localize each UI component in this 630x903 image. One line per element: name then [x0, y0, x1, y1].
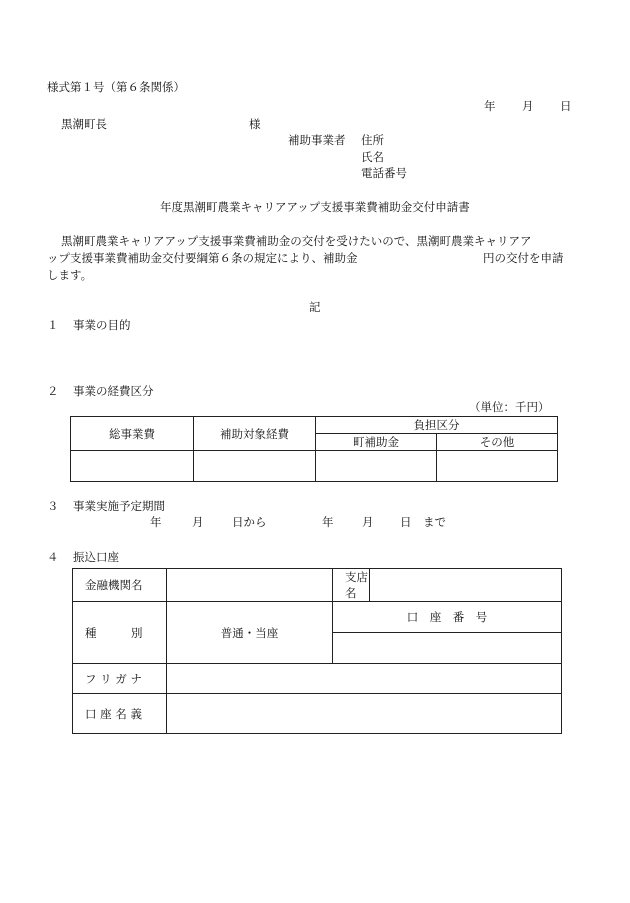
applicant-address-label: 住所 [361, 133, 384, 147]
col-subsidy-target-header: 補助対象経費 [194, 417, 316, 451]
body-line-1: 黒潮町農業キャリアアップ支援事業費補助金の交付を受けたいので、黒潮町農業キャリアア [61, 234, 532, 248]
date-year-label: 年 [484, 99, 496, 113]
branch-name-cell[interactable] [370, 569, 562, 602]
start-month-label: 月 [192, 515, 204, 529]
section2-number: ２ [47, 384, 59, 398]
applicant-role: 補助事業者 [288, 133, 346, 147]
col-other-header: その他 [437, 434, 558, 451]
town-subsidy-cell[interactable] [316, 451, 437, 482]
account-type-value[interactable]: 普通・当座 [167, 602, 333, 664]
account-holder-label: 口 座 名 義 [73, 694, 167, 734]
section4-title: 振込口座 [73, 550, 119, 564]
section1-number: １ [47, 318, 59, 332]
date-day-label: 日 [560, 99, 572, 113]
bank-name-cell[interactable] [167, 569, 333, 602]
expense-table [70, 416, 558, 482]
col-total-header: 総事業費 [71, 417, 194, 451]
subsidy-target-cell[interactable] [194, 451, 316, 482]
bank-account-table [72, 568, 562, 734]
addressee-honorific: 様 [249, 117, 261, 131]
start-day-label: 日から [232, 515, 267, 529]
ki-label: 記 [309, 300, 321, 314]
start-year-label: 年 [150, 515, 162, 529]
end-month-label: 月 [362, 515, 374, 529]
account-type-label: 種 別 [73, 602, 167, 664]
end-day-label: 日 まで [400, 515, 446, 529]
account-holder-cell[interactable] [167, 694, 562, 734]
date-month-label: 月 [522, 99, 534, 113]
document-title: 年度黒潮町農業キャリアアップ支援事業費補助金交付申請書 [160, 200, 470, 214]
applicant-phone-label: 電話番号 [361, 166, 407, 180]
body-line-3: します。 [47, 268, 93, 282]
section2-title: 事業の経費区分 [73, 384, 154, 398]
col-town-header: 町補助金 [316, 434, 437, 451]
col-burden-header: 負担区分 [316, 417, 558, 434]
account-number-cell[interactable] [333, 633, 562, 664]
furigana-cell[interactable] [167, 664, 562, 694]
section1-title: 事業の目的 [73, 318, 131, 332]
total-cell[interactable] [71, 451, 194, 482]
body-line-2-tail: 円の交付を申請 [483, 251, 564, 265]
end-year-label: 年 [322, 515, 334, 529]
unit-label: （単位：千円） [469, 400, 550, 414]
section4-number: ４ [47, 550, 59, 564]
other-cell[interactable] [437, 451, 558, 482]
applicant-name-label: 氏名 [361, 150, 384, 164]
furigana-label: フ リ ガ ナ [73, 664, 167, 694]
body-line-2: ップ支援事業費補助金交付要綱第６条の規定により、補助金 [47, 251, 358, 265]
bank-name-label: 金融機関名 [73, 569, 167, 602]
addressee-name: 黒潮町長 [61, 117, 107, 131]
branch-name-label: 支店名 [333, 569, 370, 602]
form-number: 様式第１号（第６条関係） [47, 80, 185, 94]
section3-title: 事業実施予定期間 [73, 499, 165, 513]
account-number-label: 口 座 番 号 [333, 602, 562, 633]
section3-number: ３ [47, 499, 59, 513]
